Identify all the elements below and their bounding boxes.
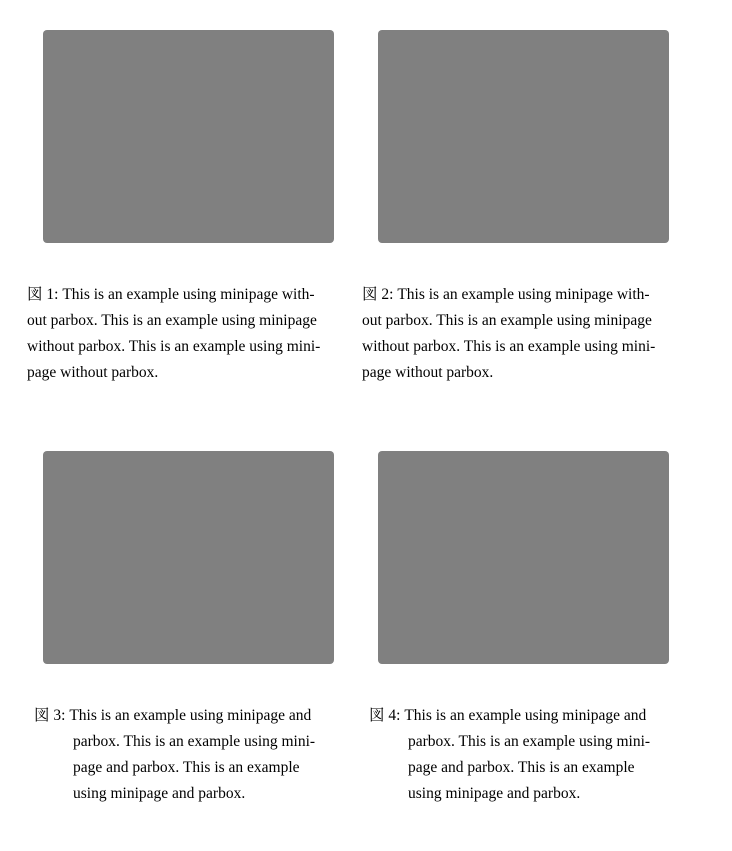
figure-3-image-placeholder [43, 451, 334, 664]
figure-2-image-placeholder [378, 30, 669, 243]
caption-line: page without parbox. [362, 364, 494, 381]
figure-2-caption [362, 282, 655, 386]
caption-line: parbox. This is an example using mini- [73, 733, 316, 750]
caption-line: This is an example using minipage and [69, 707, 312, 724]
caption-line: using minipage and parbox. [73, 785, 246, 802]
figure-3-caption [34, 703, 315, 807]
caption-line: without parbox. This is an example using mini- [362, 338, 656, 355]
figure-4-label: 図 4: [369, 707, 401, 724]
caption-line: This is an example using minipage with- [62, 286, 315, 303]
caption-line: parbox. This is an example using mini- [408, 733, 651, 750]
figure-2-label: 図 2: [362, 286, 394, 303]
caption-line: without parbox. This is an example using mini- [27, 338, 321, 355]
caption-line: out parbox. This is an example using minipage [27, 312, 317, 329]
caption-line: This is an example using minipage with- [397, 286, 650, 303]
caption-line: page and parbox. This is an example [73, 759, 300, 776]
caption-line: page without parbox. [27, 364, 159, 381]
caption-line: This is an example using minipage and [404, 707, 647, 724]
figure-4-caption [369, 703, 650, 807]
figure-4-image-placeholder [378, 451, 669, 664]
figure-1-image-placeholder [43, 30, 334, 243]
caption-line: page and parbox. This is an example [408, 759, 635, 776]
figure-1-caption [27, 282, 320, 386]
figure-3-label: 図 3: [34, 707, 66, 724]
figure-1-label: 図 1: [27, 286, 59, 303]
caption-line: using minipage and parbox. [408, 785, 581, 802]
caption-line: out parbox. This is an example using minipage [362, 312, 652, 329]
